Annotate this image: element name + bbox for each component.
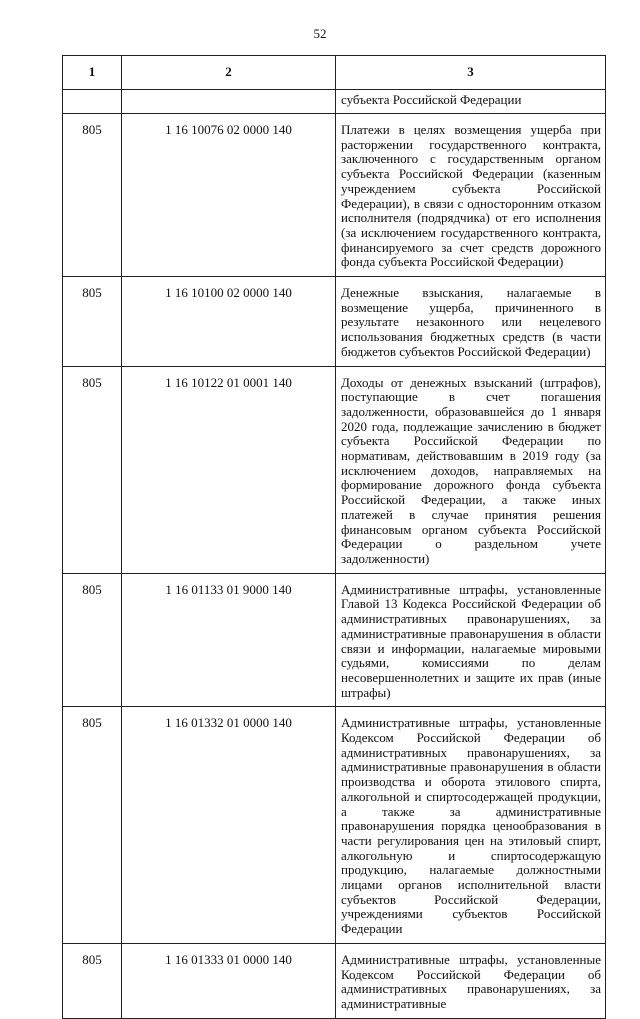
table-row — [63, 114, 606, 277]
budget-code: 1 16 10100 02 0000 140 — [122, 277, 336, 367]
table-header — [63, 56, 606, 90]
header-row — [63, 56, 606, 90]
income-description: Административные штрафы, установленные Кодексом Российской Федерации об административных правонарушениях, за административные правонарушения в области производства и оборота этилового спирта, алкогольной и спиртосодержащей продукции, а также за административные правонарушения порядка ценообразования в части регулирования цен на этиловый спирт, алкогольную и спиртосодержащую продукцию, налагаемые должностными лицами органов исполнительной власти субъектов Российской Федерации, учреждениями субъектов Российской Федерации — [336, 707, 606, 944]
income-description: Административные штрафы, установленные Главой 13 Кодекса Российской Федерации об административных правонарушениях, за административные правонарушения в области связи и информации, налагаемые мировыми судьями, комиссиями по делам несовершеннолетних и защите их прав (иные штрафы) — [336, 573, 606, 707]
table-row — [63, 707, 606, 944]
empty-cell — [122, 90, 336, 114]
budget-code: 1 16 01133 01 9000 140 — [122, 573, 336, 707]
admin-code: 805 — [63, 943, 122, 1018]
budget-code: 1 16 10076 02 0000 140 — [122, 114, 336, 277]
table-row — [63, 366, 606, 573]
header-col-1: 1 — [63, 56, 122, 90]
income-description: Доходы от денежных взысканий (штрафов), поступающие в счет погашения задолженности, образовавшейся до 1 января 2020 года, подлежащие зачислению в бюджет субъекта Российской Федерации по нормативам, действовавшим в 2019 году (за исключением доходов, направляемых на формирование дорожного фонда субъекта Российской Федерации, а также иных платежей в случае принятия решения финансовым органом субъекта Российской Федерации о раздельном учете задолженности) — [336, 366, 606, 573]
table-row — [63, 573, 606, 707]
continuation-text: субъекта Российской Федерации — [336, 90, 606, 114]
admin-code: 805 — [63, 114, 122, 277]
page-number: 52 — [313, 26, 327, 41]
admin-code: 805 — [63, 277, 122, 367]
table-row — [63, 943, 606, 1018]
admin-code: 805 — [63, 366, 122, 573]
budget-code: 1 16 01332 01 0000 140 — [122, 707, 336, 944]
income-description: Платежи в целях возмещения ущерба при расторжении государственного контракта, заключенного с государственным органом субъекта Российской Федерации (казенным учреждением субъекта Российской Федерации), в связи с односторонним отказом исполнителя (подрядчика) от его исполнения (за исключением государственного контракта, финансируемого за счет средств дорожного фонда субъекта Российской Федерации) — [336, 114, 606, 277]
budget-code: 1 16 10122 01 0001 140 — [122, 366, 336, 573]
table-body — [63, 90, 606, 1019]
budget-code: 1 16 01333 01 0000 140 — [122, 943, 336, 1018]
header-col-3: 3 — [336, 56, 606, 90]
admin-code: 805 — [63, 573, 122, 707]
admin-code: 805 — [63, 707, 122, 944]
empty-cell — [63, 90, 122, 114]
budget-codes-table — [62, 55, 606, 1019]
income-description: Денежные взыскания, налагаемые в возмещение ущерба, причиненного в результате незаконного или нецелевого использования бюджетных средств (в части бюджетов субъектов Российской Федерации) — [336, 277, 606, 367]
header-col-2: 2 — [122, 56, 336, 90]
continuation-row — [63, 90, 606, 114]
table-row — [63, 277, 606, 367]
income-description: Административные штрафы, установленные Кодексом Российской Федерации об административных правонарушениях, за административные — [336, 943, 606, 1018]
